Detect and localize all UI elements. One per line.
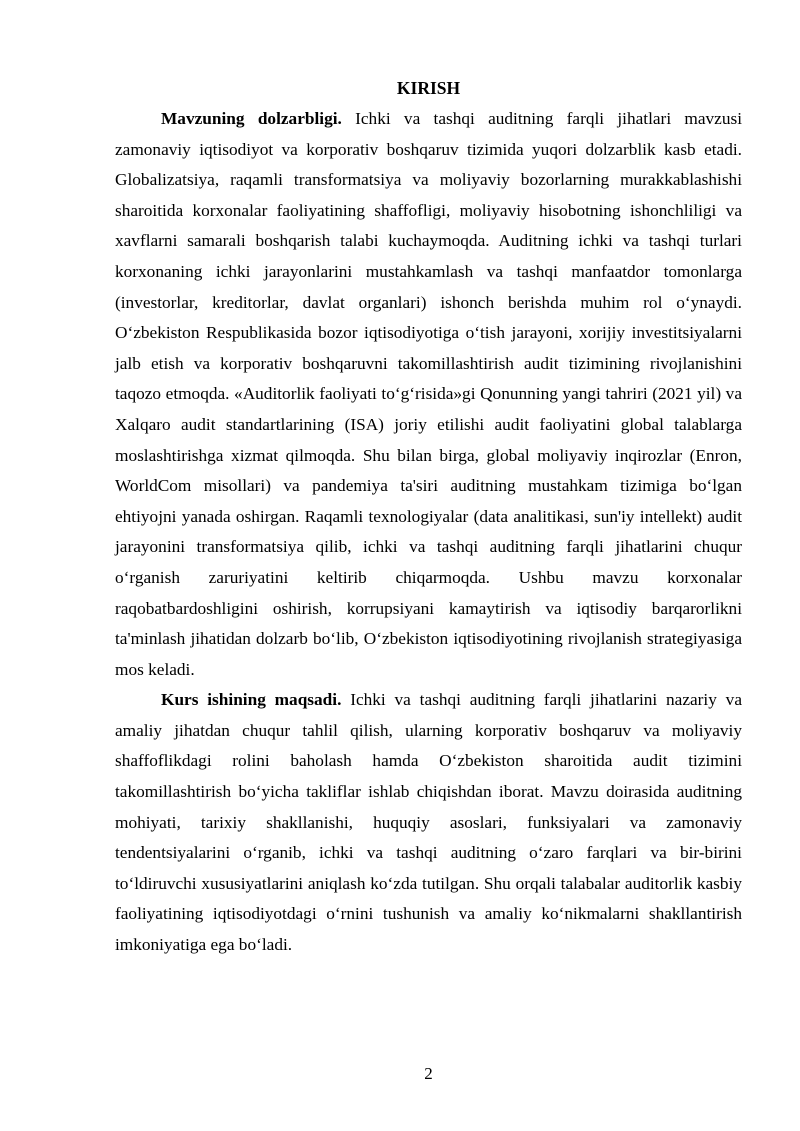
paragraph-lead-goal: Kurs ishining maqsadi.	[161, 690, 342, 710]
paragraph-goal	[115, 685, 742, 960]
paragraph-text-relevance: Ichki va tashqi auditning farqli jihatlari mavzusi zamonaviy iqtisodiyot va korporativ boshqaruv tizimida yuqori dolzarblik kasb etadi. Globalizatsiya, raqamli transformatsiya va moliyaviy bozorlarning murakkablashishi sharoitida korxonalar faoliyatining shaffofligi, moliyaviy hisobotning ishonchliligi va xavflarni samarali boshqarish talabi kuchaymoqda. Auditning ichki va tashqi turlari korxonaning ichki jarayonlarini mustahkamlash va tashqi manfaatdor tomonlarga (investorlar, kreditorlar, davlat organlari) ishonch berishda muhim rol o‘ynaydi. O‘zbekiston Respublikasida bozor iqtisodiyotiga o‘tish jarayoni, xorijiy investitsiyalarni jalb etish va korporativ boshqaruvni takomillashtirish audit tizimining rivojlanishini taqozo etmoqda. «Auditorlik faoliyati to‘g‘risida»gi Qonunning yangi tahriri (2021 yil) va Xalqaro audit standartlarining (ISA) joriy etilishi audit faoliyatini global talablarga moslashtirishga xizmat qilmoqda. Shu bilan birga, global moliyaviy inqirozlar (Enron, WorldCom misollari) va pandemiya ta'siri auditning mustahkam tizimiga bo‘lgan ehtiyojni yanada oshirgan. Raqamli texnologiyalar (data analitikasi, sun'iy intellekt) audit jarayonini transformatsiya qilib, ichki va tashqi auditning farqli jihatlarini chuqur o‘rganish zaruriyatini keltirib chiqarmoqda. Ushbu mavzu korxonalar raqobatbardoshligini oshirish, korrupsiyani kamaytirish va iqtisodiy barqarorlikni ta'minlash jihatidan dolzarb bo‘lib, O‘zbekiston iqtisodiyotining rivojlanish strategiyasiga mos keladi.	[115, 109, 742, 679]
document-page	[115, 0, 742, 1131]
body-text	[115, 104, 742, 961]
section-title: KIRISH	[396, 78, 461, 98]
paragraph-text-goal: Ichki va tashqi auditning farqli jihatlarini nazariy va amaliy jihatdan chuqur tahlil qilish, ularning korporativ boshqaruv va moliyaviy shaffoflikdagi rolini baholash hamda O‘zbekiston sharoitida audit tizimini takomillashtirish bo‘yicha takliflar ishlab chiqishdan iborat. Mavzu doirasida auditning mohiyati, tarixiy shakllanishi, huquqiy asoslari, funksiyalari va zamonaviy tendentsiyalarini o‘rganib, ichki va tashqi auditning o‘zaro farqlari va bir-birini to‘ldiruvchi xususiyatlarini aniqlash ko‘zda tutilgan. Shu orqali talabalar auditorlik kasbiy faoliyatining iqtisodiyotdagi o‘rnini tushunish va amaliy ko‘nikmalarni shakllantirish imkoniyatiga ega bo‘ladi.	[115, 690, 742, 955]
paragraph-lead-relevance: Mavzuning dolzarbligi.	[161, 109, 342, 128]
page-number: 2	[424, 1064, 433, 1083]
paragraph-relevance	[115, 104, 742, 685]
